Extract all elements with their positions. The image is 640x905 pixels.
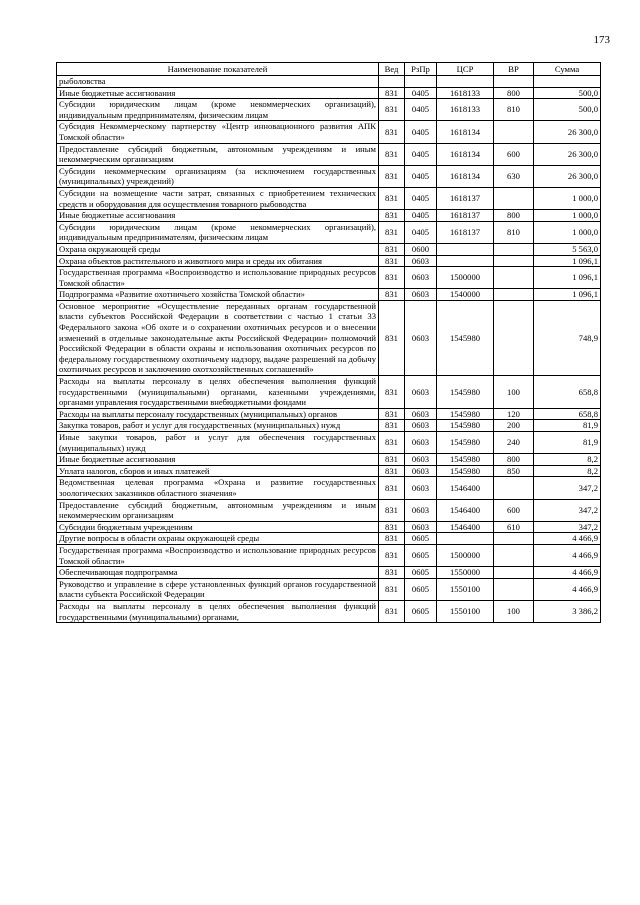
cell-vr [494,267,534,289]
cell-sum: 1 000,0 [534,210,601,222]
cell-ved: 831 [379,432,405,454]
table-row [57,544,601,566]
cell-sum: 26 300,0 [534,165,601,187]
cell-rzpr: 0603 [405,376,437,409]
cell-name: Охрана объектов растительного и животного мира и среды их обитания [57,255,379,267]
cell-sum: 500,0 [534,87,601,99]
cell-ved: 831 [379,544,405,566]
table-row [57,187,601,209]
cell-sum: 81,9 [534,432,601,454]
table-row [57,255,601,267]
table-row [57,143,601,165]
cell-sum: 347,2 [534,521,601,533]
table-row [57,499,601,521]
cell-name: Руководство и управление в сфере установленных функций органов государственной власти субъекта Российской Федерации [57,578,379,600]
table-row [57,465,601,477]
cell-rzpr: 0603 [405,255,437,267]
cell-csr: 1618133 [437,87,494,99]
cell-ved: 831 [379,99,405,121]
cell-rzpr: 0603 [405,465,437,477]
cell-rzpr: 0603 [405,300,437,375]
cell-name: Предоставление субсидий бюджетным, автономным учреждениям и иным некоммерческим организациям [57,499,379,521]
cell-rzpr: 0405 [405,187,437,209]
cell-vr: 240 [494,432,534,454]
cell-name: Государственная программа «Воспроизводство и использование природных ресурсов Томской области» [57,544,379,566]
cell-rzpr: 0603 [405,477,437,499]
cell-sum: 658,8 [534,408,601,420]
cell-vr: 120 [494,408,534,420]
cell-rzpr: 0605 [405,600,437,622]
cell-csr: 1618133 [437,99,494,121]
cell-vr [494,289,534,301]
cell-csr [437,243,494,255]
cell-sum: 4 466,9 [534,533,601,545]
cell-name: Охрана окружающей среды [57,243,379,255]
cell-ved: 831 [379,143,405,165]
table-row [57,121,601,143]
cell-name: Подпрограмма «Развитие охотничьего хозяйства Томской области» [57,289,379,301]
cell-ved: 831 [379,165,405,187]
cell-name: Иные бюджетные ассигнования [57,454,379,466]
cell-rzpr: 0603 [405,289,437,301]
cell-csr: 1545980 [437,300,494,375]
cell-csr: 1618134 [437,143,494,165]
cell-ved: 831 [379,420,405,432]
cell-csr: 1550100 [437,600,494,622]
cell-csr: 1550100 [437,578,494,600]
table-row [57,76,601,88]
table-row [57,521,601,533]
table-row [57,567,601,579]
cell-rzpr: 0405 [405,221,437,243]
cell-ved: 831 [379,267,405,289]
cell-rzpr: 0405 [405,87,437,99]
table-row [57,210,601,222]
cell-vr: 800 [494,210,534,222]
cell-csr: 1546400 [437,521,494,533]
cell-sum: 500,0 [534,99,601,121]
cell-csr: 1618137 [437,221,494,243]
cell-vr [494,76,534,88]
cell-sum: 658,8 [534,376,601,409]
table-row [57,477,601,499]
cell-rzpr: 0405 [405,165,437,187]
cell-ved: 831 [379,87,405,99]
cell-ved: 831 [379,499,405,521]
cell-csr: 1618134 [437,165,494,187]
cell-sum: 1 096,1 [534,289,601,301]
cell-sum: 1 000,0 [534,187,601,209]
cell-rzpr: 0600 [405,243,437,255]
cell-ved: 831 [379,408,405,420]
table-row [57,578,601,600]
cell-csr: 1500000 [437,267,494,289]
cell-vr: 810 [494,99,534,121]
cell-vr [494,533,534,545]
cell-csr: 1500000 [437,544,494,566]
cell-csr: 1545980 [437,454,494,466]
page-number: 173 [593,34,610,46]
table-row [57,289,601,301]
budget-table [56,62,601,623]
cell-csr: 1550000 [437,567,494,579]
cell-sum [534,76,601,88]
cell-name: Иные закупки товаров, работ и услуг для обеспечения государственных (муниципальных) нужд [57,432,379,454]
cell-sum: 26 300,0 [534,121,601,143]
cell-vr: 800 [494,454,534,466]
cell-ved: 831 [379,243,405,255]
header-csr: ЦСР [437,63,494,76]
cell-rzpr [405,76,437,88]
cell-ved: 831 [379,567,405,579]
cell-sum: 1 096,1 [534,255,601,267]
cell-sum: 347,2 [534,499,601,521]
cell-csr: 1618134 [437,121,494,143]
table-row [57,99,601,121]
cell-ved [379,76,405,88]
cell-sum: 8,2 [534,454,601,466]
table-row [57,243,601,255]
header-rzpr: РзПр [405,63,437,76]
table-row [57,221,601,243]
cell-vr [494,255,534,267]
cell-csr: 1545980 [437,432,494,454]
cell-sum: 8,2 [534,465,601,477]
cell-sum: 26 300,0 [534,143,601,165]
cell-vr: 100 [494,600,534,622]
cell-rzpr: 0405 [405,210,437,222]
table-row [57,454,601,466]
cell-csr: 1546400 [437,477,494,499]
header-vr: ВР [494,63,534,76]
table-row [57,533,601,545]
cell-name: Субсидии на возмещение части затрат, связанных с приобретением технических средств и оборудования для осуществления товарного рыбоводства [57,187,379,209]
cell-rzpr: 0405 [405,121,437,143]
table-row [57,300,601,375]
cell-vr: 630 [494,165,534,187]
cell-name: Субсидии юридическим лицам (кроме некоммерческих организаций), индивидуальным предпринимателям, физическим лицам [57,99,379,121]
cell-csr: 1545980 [437,465,494,477]
cell-ved: 831 [379,477,405,499]
cell-vr [494,477,534,499]
cell-ved: 831 [379,221,405,243]
cell-ved: 831 [379,454,405,466]
table-row [57,420,601,432]
cell-rzpr: 0603 [405,521,437,533]
header-ved: Вед [379,63,405,76]
cell-rzpr: 0405 [405,99,437,121]
header-name: Наименование показателей [57,63,379,76]
cell-vr [494,567,534,579]
cell-rzpr: 0603 [405,267,437,289]
table-row [57,267,601,289]
cell-rzpr: 0603 [405,454,437,466]
cell-vr: 610 [494,521,534,533]
cell-sum: 4 466,9 [534,544,601,566]
cell-vr [494,121,534,143]
cell-name: Субсидия Некоммерческому партнерству «Центр инновационного развития АПК Томской области» [57,121,379,143]
cell-ved: 831 [379,187,405,209]
cell-ved: 831 [379,289,405,301]
cell-name: Субсидии некоммерческим организациям (за исключением государственных (муниципальных) учреждений) [57,165,379,187]
table-row [57,165,601,187]
cell-rzpr: 0603 [405,420,437,432]
cell-rzpr: 0603 [405,408,437,420]
cell-rzpr: 0405 [405,143,437,165]
cell-vr: 800 [494,87,534,99]
cell-vr: 600 [494,143,534,165]
cell-name: Основное мероприятие «Осуществление переданных органам государственной власти субъектов Российской Федерации в соответствии с частью 1 статьи 33 Федерального закона «Об охоте и о сохранении охотничьих ресурсов и о внесении изменений в отдельные законодательные акты Российской Федерации» полномочий Российской Федерации в области охраны и использования охотничьих ресурсов по федеральному государственному охотничьему надзору, выдаче разрешений на добычу охотничьих ресурсов и заключению охотхозяйственных соглашений» [57,300,379,375]
cell-ved: 831 [379,210,405,222]
cell-csr [437,76,494,88]
cell-sum: 3 386,2 [534,600,601,622]
cell-sum: 5 563,0 [534,243,601,255]
cell-csr: 1618137 [437,187,494,209]
cell-ved: 831 [379,121,405,143]
cell-sum: 4 466,9 [534,578,601,600]
cell-vr: 810 [494,221,534,243]
table-row [57,432,601,454]
cell-csr: 1545980 [437,408,494,420]
cell-name: Государственная программа «Воспроизводство и использование природных ресурсов Томской области» [57,267,379,289]
cell-name: Уплата налогов, сборов и иных платежей [57,465,379,477]
cell-csr: 1545980 [437,420,494,432]
cell-name: Иные бюджетные ассигнования [57,87,379,99]
cell-name: Обеспечивающая подпрограмма [57,567,379,579]
cell-rzpr: 0605 [405,578,437,600]
cell-name: Субсидии бюджетным учреждениям [57,521,379,533]
cell-vr: 850 [494,465,534,477]
cell-vr [494,300,534,375]
cell-sum: 748,9 [534,300,601,375]
cell-sum: 81,9 [534,420,601,432]
cell-name: Субсидии юридическим лицам (кроме некоммерческих организаций), индивидуальным предпринимателям, физическим лицам [57,221,379,243]
cell-name: Расходы на выплаты персоналу в целях обеспечения выполнения функций государственными (муниципальными) органами, казенными учреждениями, органами управления государственными внебюджетными фондами [57,376,379,409]
table-header-row [57,63,601,76]
cell-vr [494,243,534,255]
cell-sum: 1 096,1 [534,267,601,289]
cell-csr: 1545980 [437,376,494,409]
cell-rzpr: 0605 [405,533,437,545]
cell-sum: 347,2 [534,477,601,499]
cell-rzpr: 0605 [405,544,437,566]
cell-ved: 831 [379,465,405,477]
cell-ved: 831 [379,578,405,600]
cell-vr: 600 [494,499,534,521]
table-row [57,408,601,420]
cell-vr: 100 [494,376,534,409]
cell-name: Иные бюджетные ассигнования [57,210,379,222]
cell-ved: 831 [379,255,405,267]
cell-name: Другие вопросы в области охраны окружающей среды [57,533,379,545]
cell-name: Закупка товаров, работ и услуг для государственных (муниципальных) нужд [57,420,379,432]
cell-name: Расходы на выплаты персоналу государственных (муниципальных) органов [57,408,379,420]
table-row [57,87,601,99]
cell-name: Предоставление субсидий бюджетным, автономным учреждениям и иным некоммерческим организациям [57,143,379,165]
cell-csr: 1540000 [437,289,494,301]
cell-ved: 831 [379,533,405,545]
cell-csr [437,255,494,267]
cell-name: Ведомственная целевая программа «Охрана и развитие государственных зоологических заказников областного значения» [57,477,379,499]
table-row [57,376,601,409]
cell-vr [494,187,534,209]
cell-ved: 831 [379,521,405,533]
cell-vr [494,578,534,600]
cell-sum: 1 000,0 [534,221,601,243]
cell-name: рыболовства [57,76,379,88]
cell-rzpr: 0603 [405,499,437,521]
cell-rzpr: 0603 [405,432,437,454]
cell-rzpr: 0605 [405,567,437,579]
cell-csr: 1546400 [437,499,494,521]
cell-csr [437,533,494,545]
cell-ved: 831 [379,600,405,622]
table-row [57,600,601,622]
cell-vr [494,544,534,566]
cell-sum: 4 466,9 [534,567,601,579]
header-sum: Сумма [534,63,601,76]
cell-name: Расходы на выплаты персоналу в целях обеспечения выполнения функций государственными (муниципальными) органами, [57,600,379,622]
cell-ved: 831 [379,376,405,409]
cell-csr: 1618137 [437,210,494,222]
cell-ved: 831 [379,300,405,375]
cell-vr: 200 [494,420,534,432]
